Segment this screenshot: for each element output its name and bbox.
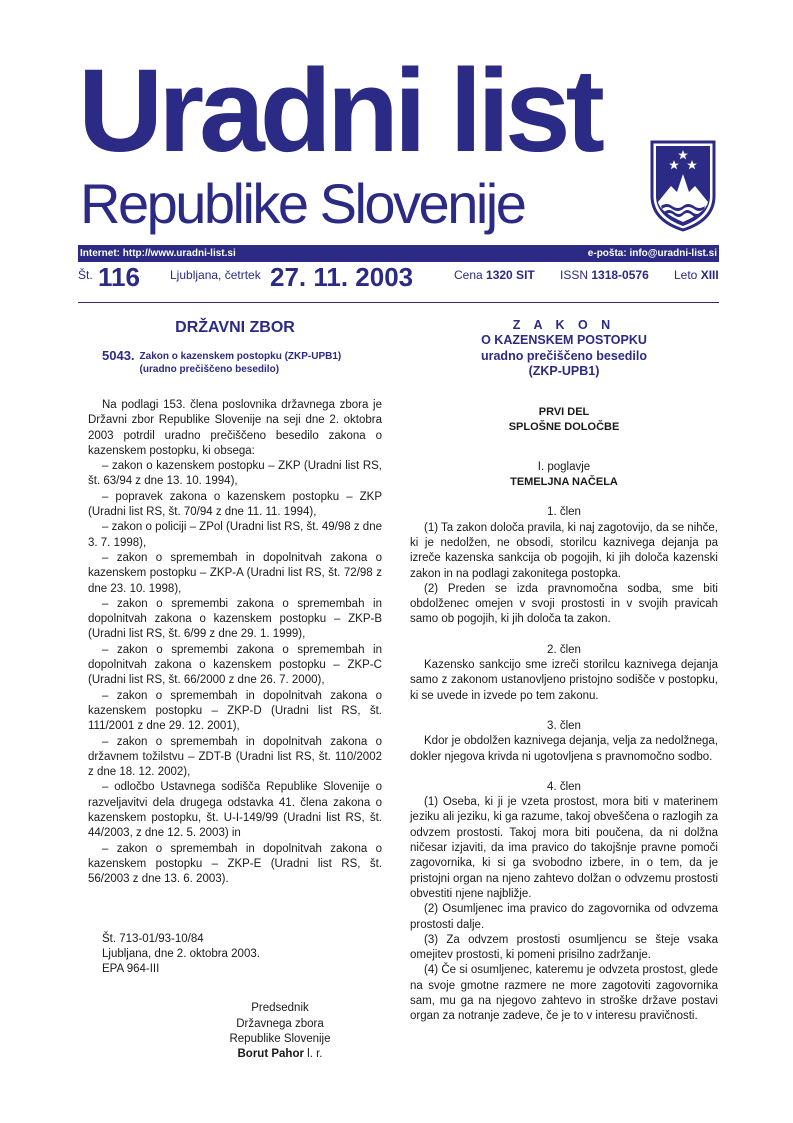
signature-block [178, 1001, 382, 1062]
chapter-number: I. poglavje [537, 460, 591, 473]
entry-subtitle: (uradno prečiščeno besedilo) [139, 364, 280, 375]
source-list-item: – zakon o spremembah in dopolnitvah zakona o kazenskem postopku – ZKP-A (Uradni list RS, št. 72/98 z dne 23. 10. 1998), [88, 551, 382, 595]
articles [410, 505, 718, 1024]
issue-info-row [78, 264, 719, 294]
source-list [88, 459, 382, 887]
source-list-item: – zakon o kazenskem postopku – ZKP (Uradni list RS, št. 63/94 z dne 13. 10. 1994), [88, 460, 382, 488]
article-paragraph: (2) Osumljenec ima pravico do zagovornika od odvzema prostosti dalje. [410, 903, 718, 931]
part-number: PRVI DEL [538, 406, 590, 419]
internet-address: Internet: http://www.uradni-list.si [80, 248, 236, 259]
part-title: SPLOŠNE DOLOČBE [508, 421, 620, 434]
law-title: O KAZENSKEM POSTOPKU [481, 333, 647, 348]
reference-number: Št. 713-01/93-10/84 [102, 932, 204, 945]
article-heading: 3. člen [547, 719, 581, 732]
year-label: Leto [674, 268, 698, 282]
reference-epa: EPA 964-III [102, 963, 160, 976]
article-paragraph: (1) Ta zakon določa pravila, ki naj zagotovijo, da se nihče, ki je nedolžen, ne obsodi, storilcu kaznivega dejanja pa izreče kazenska sankcija ob pogojih, ki jih določa kazenski zakon in na podlagi zakonitega postopka. [410, 521, 718, 580]
source-list-item: – zakon o spremembah in dopolnitvah zakona o državnem tožilstvu – ZDT-B (Uradni list RS, št. 110/2002 z dne 18. 12. 2002), [88, 735, 382, 779]
reference-date: Ljubljana, dne 2. oktobra 2003. [102, 947, 260, 960]
left-column [88, 318, 382, 1063]
section-title: DRŽAVNI ZBOR [175, 319, 295, 336]
issn-label: ISSN [560, 268, 589, 282]
masthead-subtitle: Republike Slovenije [80, 172, 525, 235]
chapter-title: TEMELJNA NAČELA [510, 476, 618, 489]
year-value: XIII [700, 268, 719, 282]
header-divider [78, 302, 719, 303]
issn-value: 1318-0576 [591, 268, 649, 282]
masthead-title: Uradni list [78, 45, 600, 177]
article-paragraph: (1) Oseba, ki ji je vzeta prostost, mora biti v materinem jeziku ali jeziku, ki ga razume, takoj obveščena o razlogih za odvzem prostosti. Takoj mora biti poučena, da ni dolžna ničesar izjaviti, da ima pravico do takojšnje pravne pomoči zagovornika, ki si ga svobodno izbere, in o tem, da je pristojni organ na njeno zahtevo dolžan o odvzemu prostosti obvestiti njene najbližje. [410, 796, 718, 900]
email-address: e-pošta: info@uradni-list.si [587, 248, 717, 259]
source-list-item: – zakon o policiji – ZPol (Uradni list RS, št. 49/98 z dne 3. 7. 1998), [88, 521, 382, 549]
document-reference [102, 932, 382, 978]
entry-number: 5043. [102, 348, 135, 363]
article-paragraph: Kazensko sankcijo sme izreči storilcu kaznivega dejanja samo z zakonom ustanovljeno pristojno sodišče v postopku, ki se uvede in izvede po tem zakonu. [410, 659, 718, 702]
entry-heading [88, 348, 382, 376]
source-list-item: – popravek zakona o kazenskem postopku – ZKP (Uradni list RS, št. 70/94 z dne 11. 11. 1994), [88, 490, 382, 519]
issue-number: 116 [98, 262, 140, 292]
entry-title: Zakon o kazenskem postopku (ZKP-UPB1) [139, 351, 342, 362]
signatory-suffix: l. r. [303, 1048, 323, 1061]
source-list-item: – zakon o spremembah in dopolnitvah zakona o kazenskem postopku – ZKP-D (Uradni list RS, št. 111/2001 z dne 29. 12. 2001), [88, 689, 382, 733]
issue-number-label: Št. [78, 268, 93, 282]
issue-place-day: Ljubljana, četrtek [170, 268, 261, 282]
coat-of-arms-icon [648, 140, 718, 232]
signatory-name: Borut Pahor [237, 1048, 304, 1061]
price-label: Cena [454, 268, 483, 282]
source-list-item: – zakon o spremembi zakona o spremembah in dopolnitvah zakona o kazenskem postopku – ZKP-B (Uradni list RS, št. 6/99 z dne 29. 1. 1999), [88, 597, 382, 641]
price-value: 1320 SIT [486, 268, 535, 282]
law-abbreviation: (ZKP-UPB1) [528, 363, 600, 378]
article-heading: 1. člen [547, 506, 581, 519]
article-heading: 4. člen [547, 780, 581, 793]
law-subtitle: uradno prečiščeno besedilo [480, 348, 647, 363]
article-paragraph: Kdor je obdolžen kaznivega dejanja, velja za nedolžnega, dokler njegova krivda ni ugotovljena s pravnomočno sodbo. [410, 735, 718, 763]
law-kind: Z A K O N [512, 318, 616, 332]
signatory-role: Predsednik [251, 1002, 309, 1015]
article-paragraph: (4) Če si osumljenec, kateremu je odvzeta prostost, glede na svoje gmotne razmere ne more zagotoviti zagovornika sam, mu ga na njegovo zahtevo in stroške države postavi organ za notranje zadeve, če je to v interesu pravičnosti. [410, 964, 718, 1023]
signatory-body: Državnega zbora [236, 1017, 324, 1030]
article-heading: 2. člen [547, 643, 581, 656]
source-list-item: – odločbo Ustavnega sodišča Republike Slovenije o razveljavitvi dela drugega odstavka 41. člena zakona o kazenskem postopku, št. U-I-149/99 (Uradni list RS, št. 44/2003, z dne 12. 5. 2003) in [88, 781, 382, 840]
source-list-item: – zakon o spremembah in dopolnitvah zakona o kazenskem postopku – ZKP-E (Uradni list RS, št. 56/2003 z dne 13. 6. 2003). [88, 842, 382, 886]
article-paragraph: (2) Preden se izda pravnomočna sodba, sme biti obdolženec omejen v svoji prostosti in v svojih pravicah samo ob pogojih, ki jih določa ta zakon. [410, 582, 718, 626]
masthead-contact-bar [78, 245, 719, 262]
signatory-country: Republike Slovenije [229, 1032, 331, 1045]
article-paragraph: (3) Za odvzem prostosti osumljencu se šteje vsaka omejitev prostosti, ki pomeni prisilno zadržanje. [410, 933, 718, 962]
source-list-item: – zakon o spremembi zakona o spremembah in dopolnitvah zakona o kazenskem postopku – ZKP-C (Uradni list RS, št. 66/2000 z dne 26. 7. 2000), [88, 643, 382, 687]
issue-date: 27. 11. 2003 [270, 262, 414, 292]
intro-paragraph: Na podlagi 153. člena poslovnika državnega zbora je Državni zbor Republike Slovenije na seji dne 2. oktobra 2003 potrdil uradno prečiščeno besedilo zakona o kazenskem postopku, ki obsega: [88, 399, 382, 457]
right-column [410, 318, 718, 1025]
